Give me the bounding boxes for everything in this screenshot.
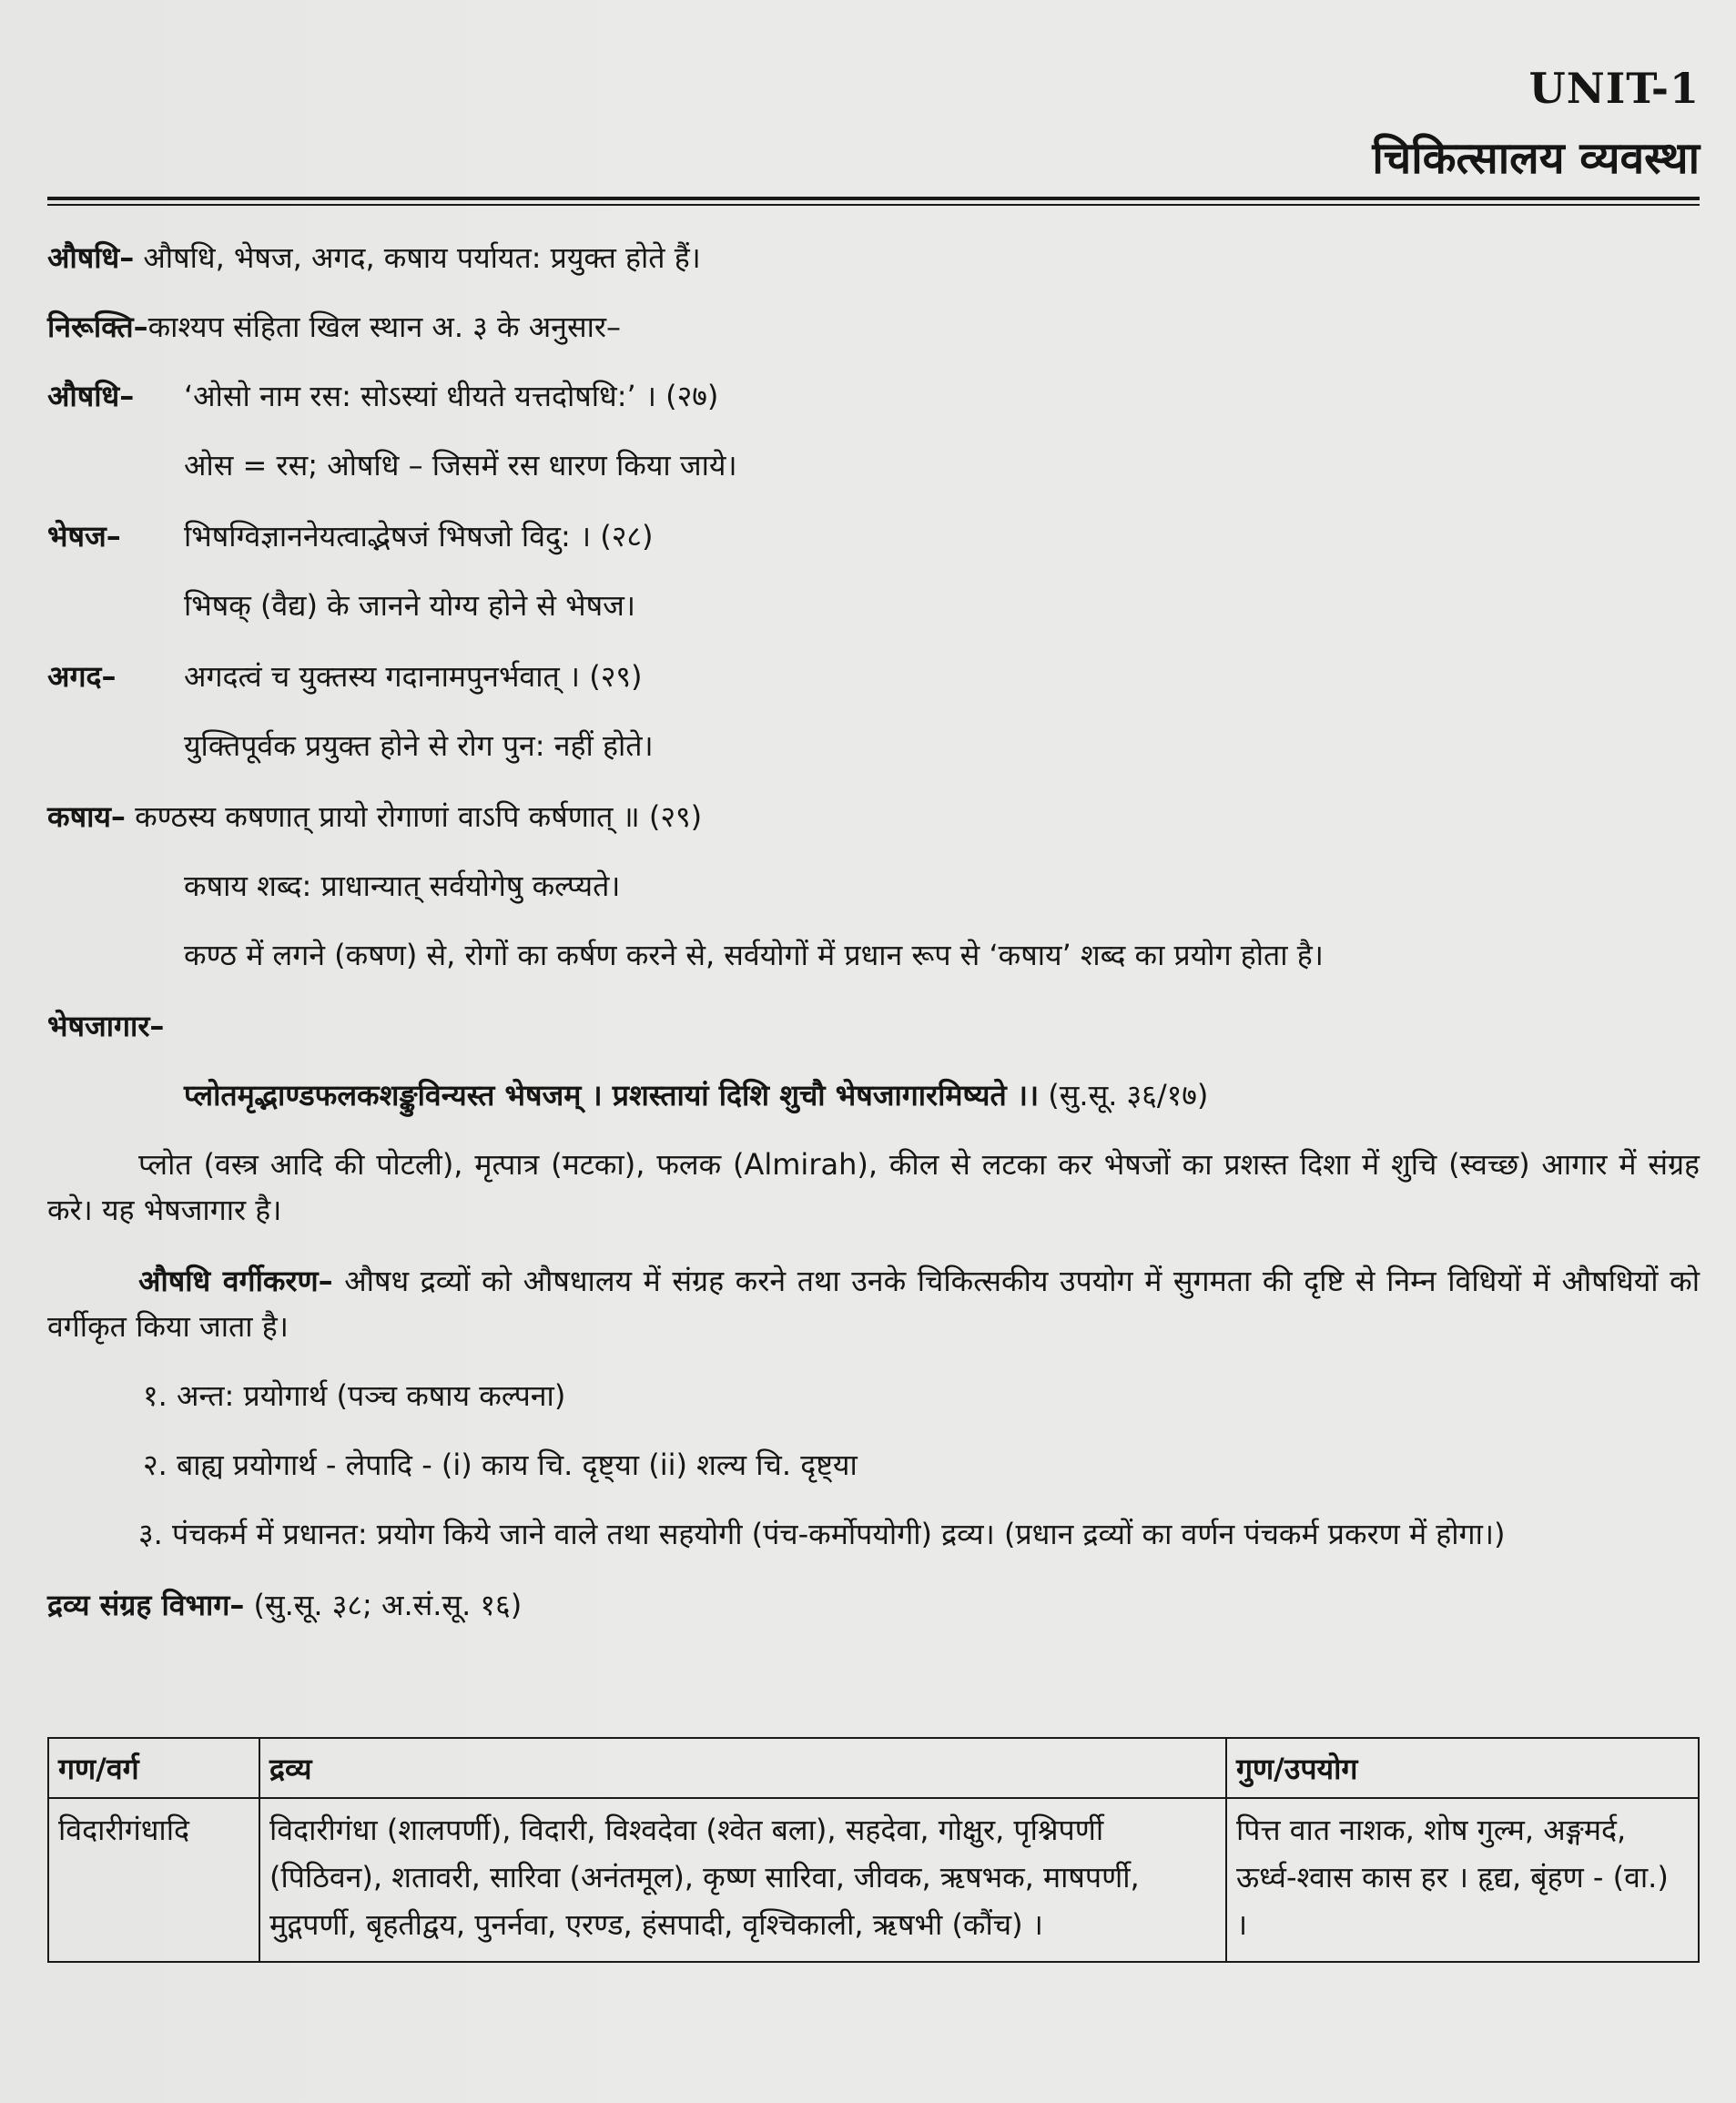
header-rule-thick: [47, 197, 1700, 200]
header-guna: गुण/उपयोग: [1226, 1738, 1699, 1798]
cell-guna: पित्त वात नाशक, शोष गुल्म, अङ्गमर्द, ऊर्ध्व-श्वास कास हर । हृद्य, बृंहण - (वा.) ।: [1226, 1798, 1699, 1962]
verse-text: अगदत्वं च युक्तस्य गदानामपुनर्भवात् । (२९): [184, 659, 643, 694]
header-gana: गण/वर्ग: [48, 1738, 259, 1798]
explanation-line: ओस = रस; ओषधि – जिसमें रस धारण किया जाये।: [184, 448, 737, 483]
verse-aushadhi: [47, 373, 1700, 419]
explanation-line: कण्ठ में लगने (कषण) से, रोगों का कर्षण करने से, सर्वयोगों में प्रधान रूप से ‘कषाय’ शब्द का प्रयोग होता है।: [184, 938, 1324, 972]
term-kashay: कषाय–: [47, 799, 126, 834]
term-nirukti: निरूक्ति–: [47, 310, 148, 344]
explanation-line: भिषक् (वैद्य) के जानने योग्य होने से भेषज।: [184, 588, 636, 623]
paragraph-text: औषध द्रव्यों को औषधालय में संग्रह करने तथा उनके चिकित्सकीय उपयोग में सुगमता की दृष्टि से निम्न विधियों में औषधियों को वर्गीकृत किया जाता है।: [47, 1264, 1700, 1344]
section-reference: (सु.सू. ३८; अ.सं.सू. १६): [253, 1588, 523, 1622]
verse-agad: [47, 654, 1700, 699]
verse-reference: (सु.सू. ३६/१७): [1048, 1078, 1209, 1112]
verse-kashay: [47, 794, 1700, 839]
dravya-table: [47, 1737, 1700, 1963]
paragraph-classification: [47, 1258, 1700, 1349]
list-item: ३. पंचकर्म में प्रधानत: प्रयोग किये जाने वाले तथा सहयोगी (पंच-कर्मोपयोगी) द्रव्य। (प्रधान द्रव्यों का वर्णन पंचकर्म प्रकरण में होगा।): [138, 1517, 1506, 1551]
term-aushadhi-2: औषधि–: [47, 379, 135, 413]
header-rule-thin: [47, 204, 1700, 206]
cell-gana: विदारीगंधादि: [48, 1798, 259, 1962]
definition-text: काश्यप संहिता खिल स्थान अ. ३ के अनुसार–: [147, 310, 621, 344]
term-classification: औषधि वर्गीकरण–: [138, 1264, 333, 1298]
heading-bheshajagar: [47, 1003, 1700, 1049]
body-content: [47, 235, 1700, 1628]
term-bheshaj: भेषज–: [47, 519, 121, 554]
heading-dravya-sangrah: [47, 1582, 1700, 1628]
table-row: [48, 1798, 1699, 1962]
table-header-row: [48, 1738, 1699, 1798]
list-item: २. बाह्य प्रयोगार्थ - लेपादि - (i) काय चि. दृष्ट्या (ii) शल्य चि. दृष्ट्या: [143, 1448, 858, 1482]
verse-text: भिषग्विज्ञाननेयत्वाद्भेषजं भिषजो विदु: । (२८): [184, 519, 654, 554]
verse-text: प्लोतमृद्भाण्डफलकशङ्कुविन्यस्त भेषजम् । प्रशस्तायां दिशि शुचौ भेषजागारमिष्यते ।।: [184, 1078, 1040, 1112]
verse-text: ‘ओसो नाम रस: सोऽस्यां धीयते यत्तदोषधि:’ । (२७): [184, 379, 719, 413]
explanation-line: कषाय शब्द: प्राधान्यात् सर्वयोगेषु कल्प्यते।: [184, 869, 621, 903]
term-bheshajagar: भेषजागार–: [47, 1009, 165, 1043]
unit-label: UNIT-1: [1528, 64, 1700, 113]
explanation-line: युक्तिपूर्वक प्रयुक्त होने से रोग पुन: नहीं होते।: [184, 728, 654, 763]
term-aushadhi: औषधि–: [47, 240, 135, 275]
header-dravya: द्रव्य: [259, 1738, 1226, 1798]
cell-dravya: विदारीगंधा (शालपर्णी), विदारी, विश्वदेवा (श्वेत बला), सहदेवा, गोक्षुर, पृश्निपर्णी (पिठिवन), शतावरी, सारिवा (अनंतमूल), कृष्ण सारिवा, जीवक, ऋषभक, माषपर्णी, मुद्गपर्णी, बृहतीद्वय, पुनर्नवा, एरण्ड, हंसपादी, वृश्चिकाली, ऋषभी (कौंच) ।: [259, 1798, 1226, 1962]
list-item: १. अन्त: प्रयोगार्थ (पञ्च कषाय कल्पना): [143, 1378, 566, 1413]
chapter-title: चिकित्सालय व्यवस्था: [1372, 133, 1700, 184]
term-dravya-sangrah: द्रव्य संग्रह विभाग–: [47, 1588, 245, 1622]
verse-bheshajagar: [47, 1072, 1700, 1118]
verse-bheshaj: [47, 513, 1700, 559]
paragraph-bheshajagar: प्लोत (वस्त्र आदि की पोटली), मृत्पात्र (मटका), फलक (Almirah), कील से लटका कर भेषजों का प्रशस्त दिशा में शुचि (स्वच्छ) आगार में संग्रह करे। यह भेषजागार है।: [47, 1147, 1700, 1227]
definition-nirukti: [47, 304, 1700, 350]
definition-text: औषधि, भेषज, अगद, कषाय पर्यायत: प्रयुक्त होते हैं।: [143, 240, 701, 275]
definition-aushadhi: [47, 235, 1700, 280]
verse-text: कण्ठस्य कषणात् प्रायो रोगाणां वाऽपि कर्षणात् ॥ (२९): [135, 799, 703, 834]
term-agad: अगद–: [47, 659, 117, 694]
